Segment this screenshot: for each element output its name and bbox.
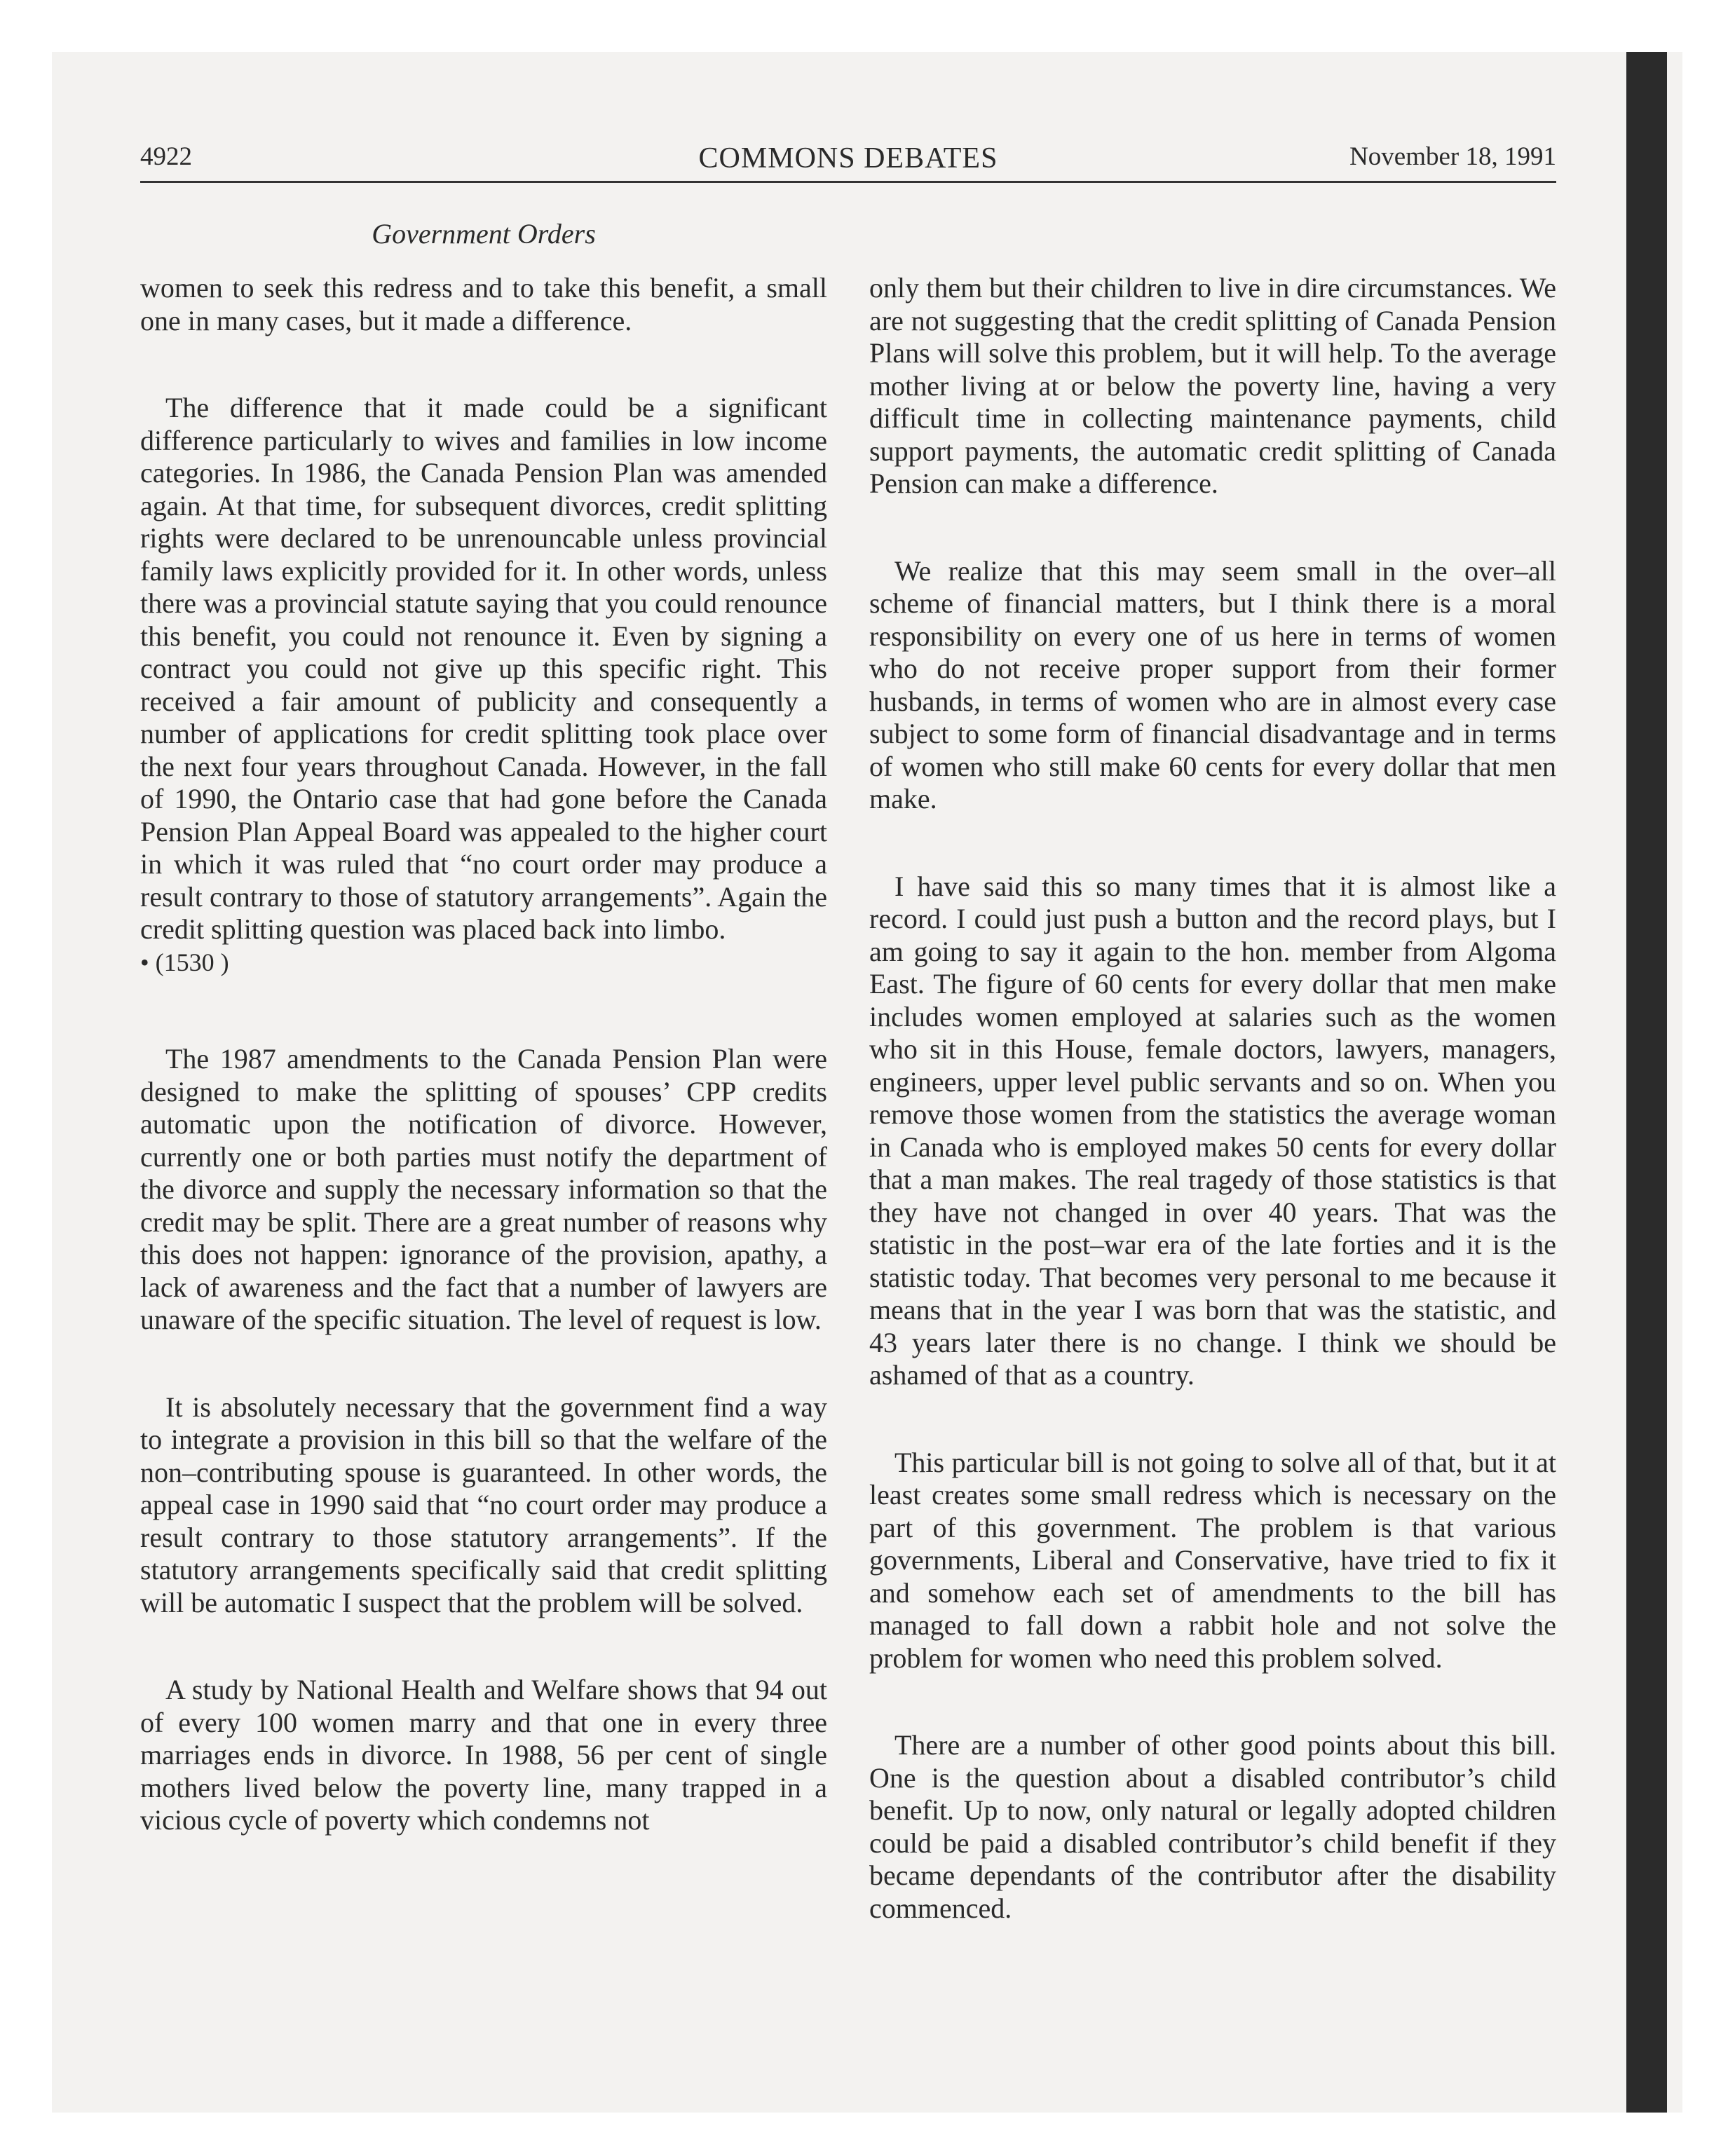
paragraph: It is absolutely necessary that the government find a way to integrate a provision in this bill so that the welfare of the non–contributing spouse is guaranteed. In other words, the appeal case in 1990 said that “no court order may produce a result contrary to those statutory arrangements”. If the statutory arrangements specifically said that credit splitting will be automatic I suspect that the problem will be solved. [140,1391,827,1618]
paragraph: women to seek this redress and to take this benefit, a small one in many cases, but it made a difference. [140,272,827,336]
paragraph: We realize that this may seem small in the over–all scheme of financial matters, but I think there is a moral responsibility on every one of us here in terms of women who do not receive proper support from their former husbands, in terms of women who are in almost every case subject to some form of financial disadvantage and in terms of women who still make 60 cents for every dollar that men make. [869,554,1556,814]
issue-date: November 18, 1991 [1349,142,1556,171]
paragraph: A study by National Health and Welfare shows that 94 out of every 100 women marry and that one in every three marriages ends in divorce. In 1988, 56 per cent of single mothers lived below the poverty line, many trapped in a vicious cycle of poverty which condemns not [140,1674,827,1836]
paragraph: The difference that it made could be a significant difference particularly to wives and families in low income categories. In 1986, the Canada Pension Plan was amended again. At that time, for subsequent divorces, credit splitting rights were declared to be unrenouncable unless provincial family laws explicitly provided for it. In other words, unless there was a provincial statute saying that you could renounce this benefit, you could not renounce it. Even by signing a contract you could not give up this specific right. This received a fair amount of publicity and consequently a number of applications for credit splitting took place over the next four years throughout Canada. However, in the fall of 1990, the Ontario case that had gone before the Canada Pension Plan Appeal Board was appealed to the higher court in which it was ruled that “no court order may produce a result contrary to those of statutory arrangements”. Again the credit splitting question was placed back into limbo. [140,392,827,945]
header-rule [140,181,1556,183]
right-column [869,272,1556,1925]
scan-edge-bar [1626,52,1667,2113]
paragraph: The 1987 amendments to the Canada Pension Plan were designed to make the splitting of spouses’ CPP credits automatic upon the notification of divorce. However, currently one or both parties must notify the department of the divorce and supply the necessary information so that the credit may be split. There are a great number of reasons why this does not happen: ignorance of the provision, apathy, a lack of awareness and the fact that a number of lawyers are unaware of the specific situation. The level of request is low. [140,1043,827,1335]
section-title: Government Orders [372,218,596,250]
page-number: 4922 [140,142,192,171]
time-marker: • (1530 ) [140,948,229,976]
paragraph: There are a number of other good points about this bill. One is the question about a disabled contributor’s child benefit. Up to now, only natural or legally adopted children could be paid a disabled contributor’s child benefit if they became dependants of the contributor after the disability commenced. [869,1729,1556,1924]
paragraph: I have said this so many times that it is almost like a record. I could just push a button and the record plays, but I am going to say it again to the hon. member from Algoma East. The figure of 60 cents for every dollar that men make includes women employed at salaries such as the women who sit in this House, female doctors, lawyers, managers, engineers, upper level public servants and so on. When you remove those women from the statistics the average woman in Canada who is employed makes 50 cents for every dollar that a man makes. The real tragedy of those statistics is that they have not changed in over 40 years. That was the statistic in the post–war era of the late forties and it is the statistic today. That becomes very personal to me because it means that in the year I was born that was the statistic, and 43 years later there is no change. I think we should be ashamed of that as a country. [869,870,1556,1391]
journal-title: COMMONS DEBATES [698,142,998,175]
left-column [140,272,827,1837]
paragraph: only them but their children to live in dire circumstances. We are not suggesting that the credit splitting of Canada Pension Plans will solve this problem, but it will help. To the average mother living at or below the poverty line, having a very difficult time in collecting maintenance payments, child support payments, the automatic credit splitting of Canada Pension can make a difference. [869,272,1556,499]
page-header [140,142,1556,181]
paragraph: This particular bill is not going to solve all of that, but it at least creates some small redress which is necessary on the part of this government. The problem is that various governments, Liberal and Conservative, have tried to fix it and somehow each set of amendments to the bill has managed to fall down a rabbit hole and not solve the problem for women who need this problem solved. [869,1446,1556,1674]
